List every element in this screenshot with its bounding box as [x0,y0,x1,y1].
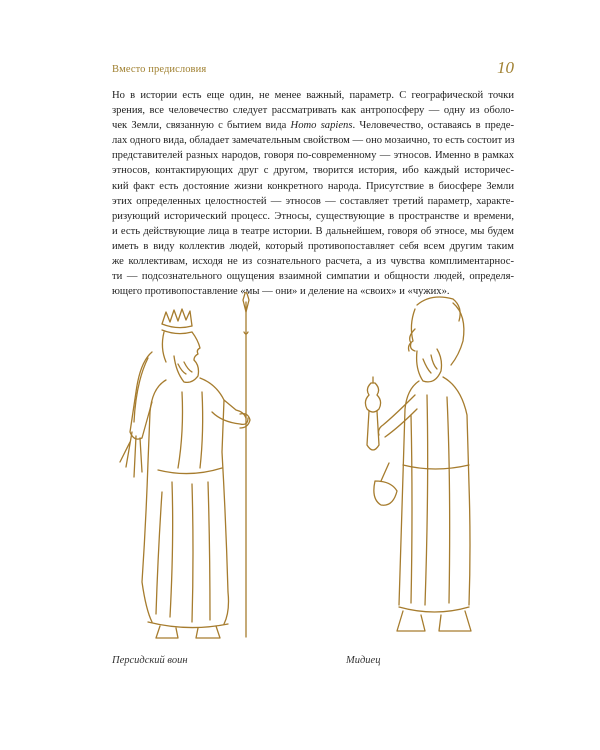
text-line: и есть действующие лица в театре истории. В дальнейшем, говоря об этносе, мы будем [112,225,514,237]
text-line: ющего противопоставление «мы — они» и деление на «своих» и «чужих». [112,286,450,298]
running-header [112,58,514,82]
text-line: зрения, все человечество следует рассматривать как антропосферу — одну из оболо- [112,105,514,117]
persian-warrior-drawing [112,292,277,642]
persian-warrior-icon [112,292,277,642]
text-line: ризующий исторический процесс. Этносы, существующие в пространстве и времени, [112,210,514,222]
text-line: этносов, контактирующих друг с другом, творится история, ибо каждый историчес- [112,165,514,177]
text-line: иметь в виду коллектив людей, который противопоставляет себя всем другим таким [112,240,514,252]
body-paragraph [112,88,514,299]
text-line: представителей разных народов, говоря по-современному — этносов. Именно в рамках [112,150,514,162]
text-line: же коллективам, исходя не из сознательного расчета, а из чувства комплиментарнос- [112,256,514,268]
text-line: лах одного вида, обладает замечательным свойством — оно мозаично, то есть состоит из [112,135,515,147]
text-line: кий факт есть достояние жизни конкретного народа. Присутствие в биосфере Земли [112,180,514,192]
running-title: Вместо предисловия [112,64,207,75]
page-number: 10 [497,58,514,77]
text-line: ти — подсознательного ощущения взаимной симпатии и общности людей, определя- [112,271,514,283]
figure-caption-right: Мидиец [346,655,381,666]
median-figure-icon [345,285,500,645]
text-line: Но в истории есть еще один, не менее важный, параметр. С географической точки [112,90,514,101]
figure-caption-left: Персидский воин [112,655,188,666]
species-name: Homo sapiens [290,120,353,132]
text-line: этих определенных целостностей — этносов — составляет третий параметр, характе- [112,195,514,207]
text-line: чек Земли, связанную с бытием вида Homo sapiens. Человечество, оставаясь в преде- [112,120,515,132]
median-figure-drawing [345,285,500,645]
